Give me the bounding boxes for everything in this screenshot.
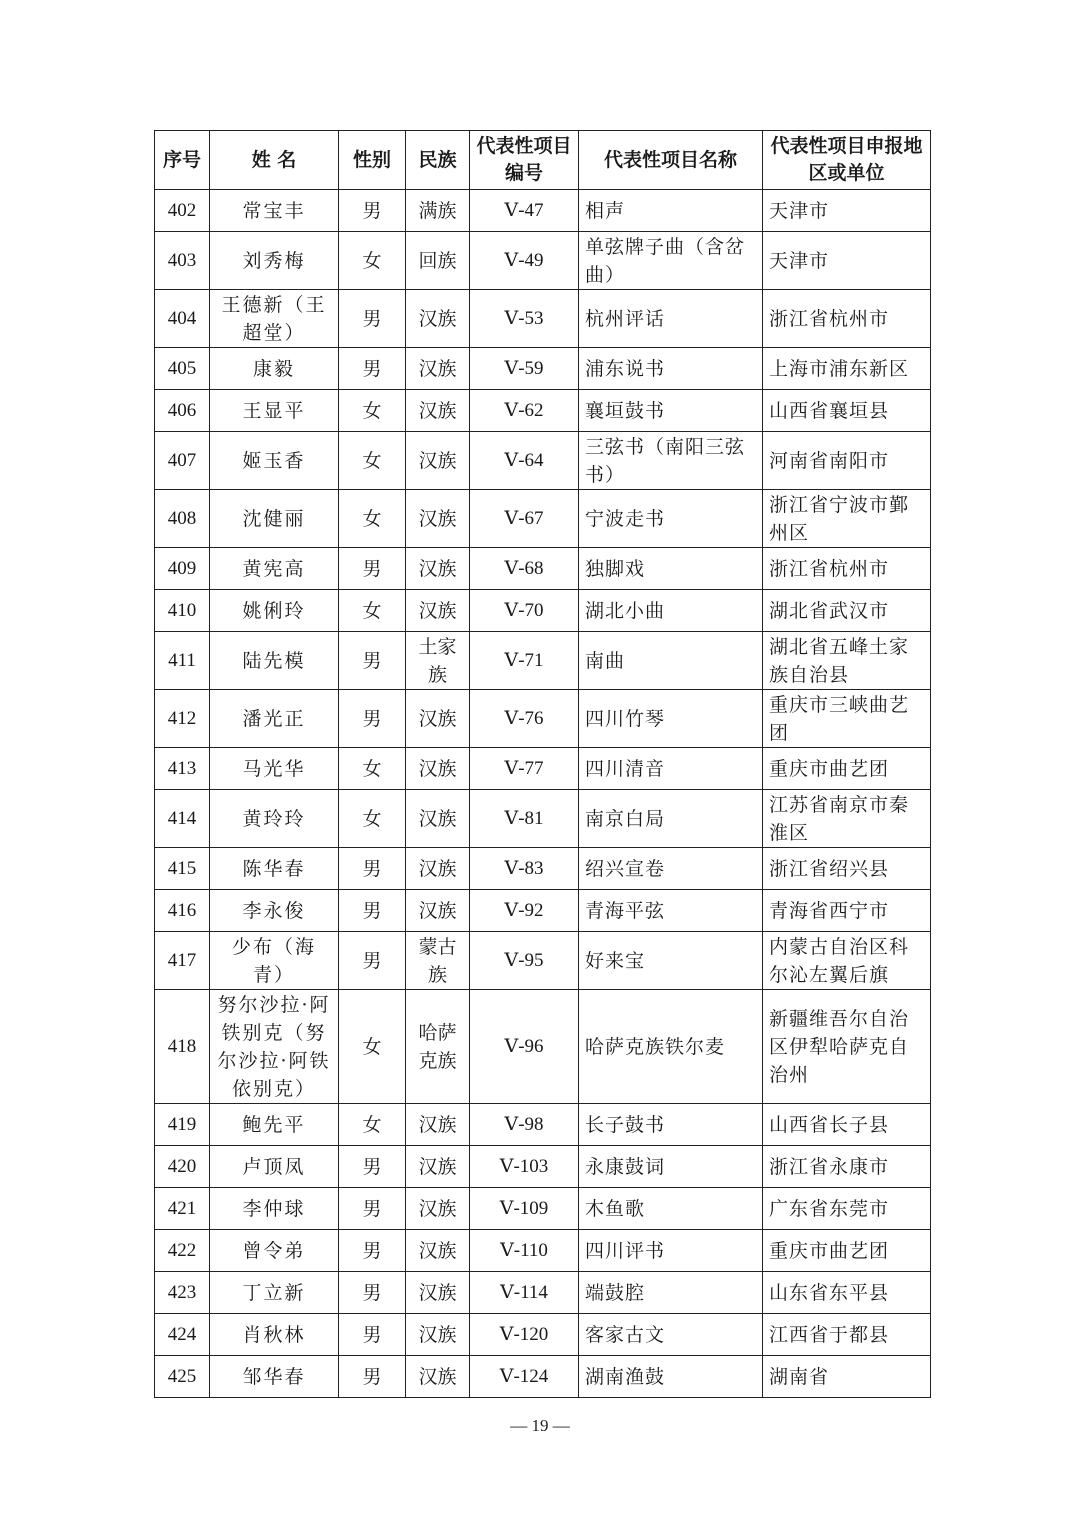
cell-gender: 男 (339, 1314, 406, 1356)
header-name: 姓 名 (210, 131, 339, 190)
cell-ethnicity: 汉族 (406, 748, 470, 790)
table-row (155, 848, 931, 890)
cell-code: Ⅴ-64 (470, 432, 579, 490)
cell-seq: 412 (155, 690, 210, 748)
cell-seq: 411 (155, 632, 210, 690)
cell-code: Ⅴ-76 (470, 690, 579, 748)
cell-seq: 417 (155, 932, 210, 990)
cell-region: 山西省襄垣县 (763, 390, 931, 432)
table-row (155, 690, 931, 748)
cell-gender: 女 (339, 748, 406, 790)
table-row (155, 432, 931, 490)
cell-code: Ⅴ-67 (470, 490, 579, 548)
cell-gender: 男 (339, 932, 406, 990)
cell-ethnicity: 汉族 (406, 1104, 470, 1146)
cell-name: 鲍先平 (210, 1104, 339, 1146)
table-row (155, 748, 931, 790)
table-row (155, 1146, 931, 1188)
cell-gender: 男 (339, 190, 406, 232)
cell-region: 浙江省永康市 (763, 1146, 931, 1188)
cell-project: 绍兴宣卷 (579, 848, 763, 890)
cell-ethnicity: 汉族 (406, 1272, 470, 1314)
cell-seq: 402 (155, 190, 210, 232)
cell-project: 四川评书 (579, 1230, 763, 1272)
cell-code: Ⅴ-77 (470, 748, 579, 790)
cell-seq: 415 (155, 848, 210, 890)
cell-seq: 416 (155, 890, 210, 932)
cell-name: 肖秋林 (210, 1314, 339, 1356)
cell-name: 李仲球 (210, 1188, 339, 1230)
cell-name: 王德新（王超堂） (210, 290, 339, 348)
cell-ethnicity: 汉族 (406, 590, 470, 632)
cell-ethnicity: 汉族 (406, 390, 470, 432)
cell-region: 新疆维吾尔自治区伊犁哈萨克自治州 (763, 990, 931, 1104)
table-row (155, 790, 931, 848)
cell-project: 长子鼓书 (579, 1104, 763, 1146)
cell-project: 四川清音 (579, 748, 763, 790)
cell-region: 内蒙古自治区科尔沁左翼后旗 (763, 932, 931, 990)
cell-ethnicity: 汉族 (406, 490, 470, 548)
cell-ethnicity: 汉族 (406, 1188, 470, 1230)
table-row (155, 1272, 931, 1314)
header-project: 代表性项目名称 (579, 131, 763, 190)
cell-project: 浦东说书 (579, 348, 763, 390)
table-row (155, 1104, 931, 1146)
cell-code: Ⅴ-59 (470, 348, 579, 390)
cell-ethnicity: 汉族 (406, 790, 470, 848)
cell-region: 广东省东莞市 (763, 1188, 931, 1230)
cell-ethnicity: 汉族 (406, 890, 470, 932)
cell-gender: 女 (339, 590, 406, 632)
table-header-row (155, 131, 931, 190)
cell-code: Ⅴ-98 (470, 1104, 579, 1146)
header-gender: 性别 (339, 131, 406, 190)
inheritor-table (154, 130, 931, 1398)
cell-region: 山东省东平县 (763, 1272, 931, 1314)
cell-project: 三弦书（南阳三弦书） (579, 432, 763, 490)
cell-project: 南曲 (579, 632, 763, 690)
cell-seq: 419 (155, 1104, 210, 1146)
cell-name: 沈健丽 (210, 490, 339, 548)
cell-gender: 男 (339, 1356, 406, 1398)
cell-seq: 408 (155, 490, 210, 548)
cell-region: 浙江省杭州市 (763, 290, 931, 348)
cell-gender: 男 (339, 1272, 406, 1314)
cell-seq: 413 (155, 748, 210, 790)
cell-name: 丁立新 (210, 1272, 339, 1314)
cell-gender: 男 (339, 1188, 406, 1230)
table-row (155, 348, 931, 390)
cell-name: 姚俐玲 (210, 590, 339, 632)
cell-name: 邹华春 (210, 1356, 339, 1398)
header-ethnicity: 民族 (406, 131, 470, 190)
cell-project: 木鱼歌 (579, 1188, 763, 1230)
table-row (155, 1356, 931, 1398)
cell-seq: 422 (155, 1230, 210, 1272)
table-row (155, 232, 931, 290)
cell-seq: 418 (155, 990, 210, 1104)
cell-code: Ⅴ-70 (470, 590, 579, 632)
cell-code: Ⅴ-83 (470, 848, 579, 890)
cell-region: 上海市浦东新区 (763, 348, 931, 390)
cell-project: 好来宝 (579, 932, 763, 990)
cell-code: Ⅴ-81 (470, 790, 579, 848)
cell-name: 王显平 (210, 390, 339, 432)
cell-name: 少布（海青） (210, 932, 339, 990)
cell-name: 康毅 (210, 348, 339, 390)
cell-region: 浙江省杭州市 (763, 548, 931, 590)
table-row (155, 632, 931, 690)
cell-gender: 女 (339, 490, 406, 548)
cell-region: 山西省长子县 (763, 1104, 931, 1146)
cell-name: 黄玲玲 (210, 790, 339, 848)
cell-name: 陆先模 (210, 632, 339, 690)
cell-gender: 男 (339, 848, 406, 890)
cell-ethnicity: 哈萨克族 (406, 990, 470, 1104)
cell-project: 湖北小曲 (579, 590, 763, 632)
cell-gender: 女 (339, 390, 406, 432)
cell-seq: 423 (155, 1272, 210, 1314)
cell-gender: 男 (339, 348, 406, 390)
cell-name: 陈华春 (210, 848, 339, 890)
cell-region: 浙江省宁波市鄞州区 (763, 490, 931, 548)
cell-ethnicity: 满族 (406, 190, 470, 232)
cell-name: 潘光正 (210, 690, 339, 748)
cell-project: 相声 (579, 190, 763, 232)
cell-region: 重庆市曲艺团 (763, 748, 931, 790)
cell-project: 独脚戏 (579, 548, 763, 590)
cell-seq: 425 (155, 1356, 210, 1398)
cell-gender: 男 (339, 632, 406, 690)
cell-gender: 女 (339, 790, 406, 848)
cell-name: 黄宪高 (210, 548, 339, 590)
cell-gender: 女 (339, 232, 406, 290)
cell-code: Ⅴ-47 (470, 190, 579, 232)
cell-seq: 410 (155, 590, 210, 632)
cell-name: 马光华 (210, 748, 339, 790)
header-code: 代表性项目编号 (470, 131, 579, 190)
cell-ethnicity: 土家族 (406, 632, 470, 690)
cell-name: 刘秀梅 (210, 232, 339, 290)
cell-gender: 男 (339, 690, 406, 748)
cell-name: 卢顶凤 (210, 1146, 339, 1188)
cell-project: 客家古文 (579, 1314, 763, 1356)
cell-code: Ⅴ-53 (470, 290, 579, 348)
cell-gender: 男 (339, 890, 406, 932)
cell-name: 曾令弟 (210, 1230, 339, 1272)
cell-region: 重庆市曲艺团 (763, 1230, 931, 1272)
cell-code: Ⅴ-110 (470, 1230, 579, 1272)
cell-ethnicity: 汉族 (406, 1230, 470, 1272)
cell-region: 重庆市三峡曲艺团 (763, 690, 931, 748)
cell-ethnicity: 汉族 (406, 1356, 470, 1398)
table-row (155, 548, 931, 590)
cell-gender: 男 (339, 1230, 406, 1272)
page-number: — 19 — (510, 1416, 570, 1435)
cell-gender: 男 (339, 290, 406, 348)
cell-project: 湖南渔鼓 (579, 1356, 763, 1398)
cell-ethnicity: 汉族 (406, 1314, 470, 1356)
cell-region: 浙江省绍兴县 (763, 848, 931, 890)
cell-project: 杭州评话 (579, 290, 763, 348)
cell-seq: 407 (155, 432, 210, 490)
cell-code: Ⅴ-103 (470, 1146, 579, 1188)
table-row (155, 1314, 931, 1356)
cell-project: 哈萨克族铁尔麦 (579, 990, 763, 1104)
cell-project: 单弦牌子曲（含岔曲） (579, 232, 763, 290)
cell-seq: 421 (155, 1188, 210, 1230)
cell-region: 天津市 (763, 232, 931, 290)
cell-seq: 406 (155, 390, 210, 432)
table-row (155, 932, 931, 990)
cell-project: 青海平弦 (579, 890, 763, 932)
cell-seq: 424 (155, 1314, 210, 1356)
cell-gender: 女 (339, 1104, 406, 1146)
table-row (155, 190, 931, 232)
table-row (155, 890, 931, 932)
cell-ethnicity: 汉族 (406, 690, 470, 748)
cell-code: Ⅴ-71 (470, 632, 579, 690)
cell-code: Ⅴ-68 (470, 548, 579, 590)
cell-region: 河南省南阳市 (763, 432, 931, 490)
cell-project: 永康鼓词 (579, 1146, 763, 1188)
cell-seq: 403 (155, 232, 210, 290)
cell-code: Ⅴ-92 (470, 890, 579, 932)
cell-project: 四川竹琴 (579, 690, 763, 748)
cell-gender: 男 (339, 1146, 406, 1188)
cell-gender: 男 (339, 548, 406, 590)
table-row (155, 490, 931, 548)
cell-seq: 414 (155, 790, 210, 848)
cell-code: Ⅴ-120 (470, 1314, 579, 1356)
cell-region: 天津市 (763, 190, 931, 232)
cell-seq: 404 (155, 290, 210, 348)
cell-gender: 女 (339, 432, 406, 490)
cell-project: 襄垣鼓书 (579, 390, 763, 432)
cell-gender: 女 (339, 990, 406, 1104)
table-row (155, 1188, 931, 1230)
cell-project: 端鼓腔 (579, 1272, 763, 1314)
cell-region: 湖北省武汉市 (763, 590, 931, 632)
table-row (155, 1230, 931, 1272)
cell-ethnicity: 汉族 (406, 290, 470, 348)
header-seq: 序号 (155, 131, 210, 190)
header-region: 代表性项目申报地区或单位 (763, 131, 931, 190)
cell-name: 李永俊 (210, 890, 339, 932)
cell-ethnicity: 汉族 (406, 1146, 470, 1188)
table-row (155, 390, 931, 432)
cell-seq: 409 (155, 548, 210, 590)
cell-code: Ⅴ-95 (470, 932, 579, 990)
cell-code: Ⅴ-62 (470, 390, 579, 432)
cell-region: 湖北省五峰土家族自治县 (763, 632, 931, 690)
cell-code: Ⅴ-114 (470, 1272, 579, 1314)
cell-ethnicity: 汉族 (406, 848, 470, 890)
cell-ethnicity: 蒙古族 (406, 932, 470, 990)
cell-region: 江西省于都县 (763, 1314, 931, 1356)
cell-name: 常宝丰 (210, 190, 339, 232)
table-row (155, 990, 931, 1104)
table-row (155, 590, 931, 632)
cell-code: Ⅴ-109 (470, 1188, 579, 1230)
cell-ethnicity: 汉族 (406, 348, 470, 390)
cell-code: Ⅴ-96 (470, 990, 579, 1104)
cell-code: Ⅴ-49 (470, 232, 579, 290)
cell-seq: 405 (155, 348, 210, 390)
cell-ethnicity: 汉族 (406, 432, 470, 490)
table-body (155, 190, 931, 1398)
cell-ethnicity: 汉族 (406, 548, 470, 590)
cell-region: 青海省西宁市 (763, 890, 931, 932)
cell-seq: 420 (155, 1146, 210, 1188)
cell-ethnicity: 回族 (406, 232, 470, 290)
cell-region: 江苏省南京市秦淮区 (763, 790, 931, 848)
cell-name: 姬玉香 (210, 432, 339, 490)
cell-code: Ⅴ-124 (470, 1356, 579, 1398)
cell-project: 南京白局 (579, 790, 763, 848)
cell-project: 宁波走书 (579, 490, 763, 548)
cell-name: 努尔沙拉·阿铁别克（努尔沙拉·阿铁依别克） (210, 990, 339, 1104)
cell-region: 湖南省 (763, 1356, 931, 1398)
table-row (155, 290, 931, 348)
